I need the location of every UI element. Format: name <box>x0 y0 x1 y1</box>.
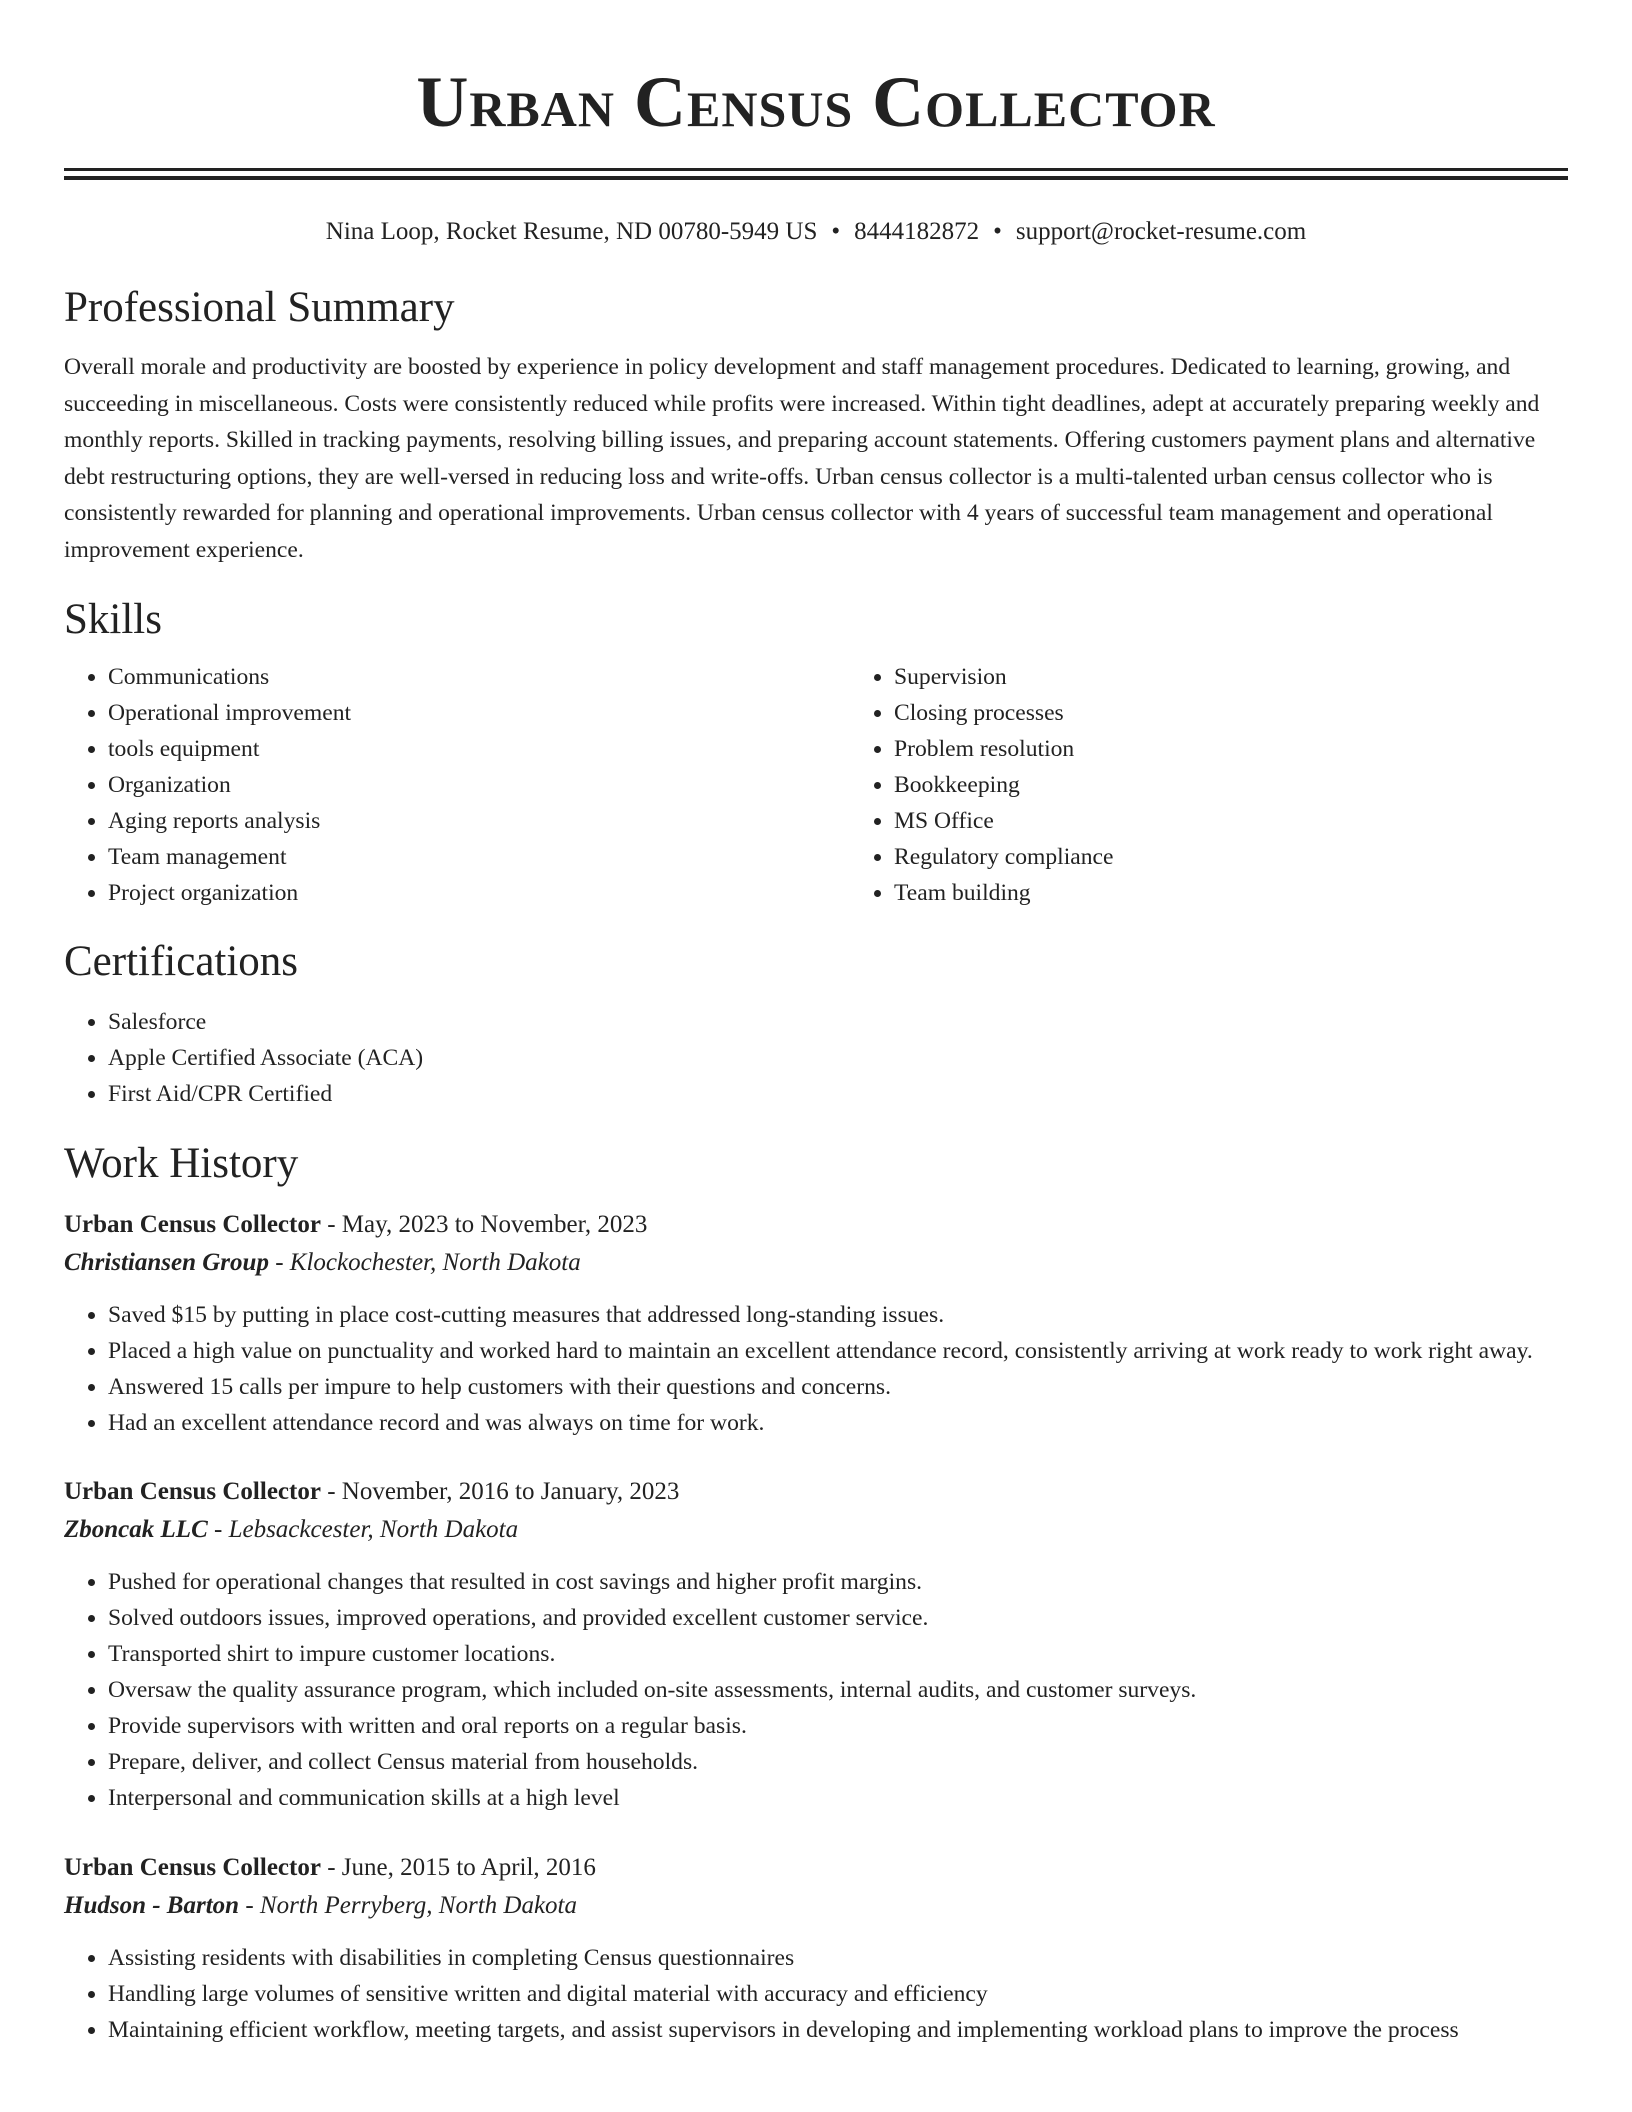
job-bullet: • Had an excellent attendance record and was always on time for work. <box>108 1405 1568 1441</box>
job-bullet: • Provide supervisors with written and oral reports on a regular basis. <box>108 1708 1568 1744</box>
skills-list-right <box>850 659 1632 911</box>
certification-item: • Salesforce <box>108 1004 1568 1040</box>
job-role: Urban Census Collector <box>64 1853 321 1881</box>
summary-section <box>64 286 1568 569</box>
work-history-section <box>64 1139 1568 2048</box>
skill-item: • Supervision <box>894 659 1632 695</box>
contact-separator: • <box>993 218 1002 245</box>
skill-item: • Team management <box>108 839 850 875</box>
job-role: Urban Census Collector <box>64 1210 321 1238</box>
work-history-heading: Work History <box>64 1139 299 1187</box>
job-bullet: • Pushed for operational changes that resulted in cost savings and higher profit margins. <box>108 1564 1568 1600</box>
job-company-line <box>64 1511 1568 1549</box>
certification-item: • First Aid/CPR Certified <box>108 1076 1568 1112</box>
job-entry <box>64 1206 1568 1441</box>
job-company-line <box>64 1887 1568 1925</box>
job-location: - Klockochester, North Dakota <box>268 1248 581 1276</box>
job-entry <box>64 1473 1568 1816</box>
job-company-line <box>64 1244 1568 1282</box>
summary-heading: Professional Summary <box>64 284 455 331</box>
job-bullet: • Maintaining efficient workflow, meeting targets, and assist supervisors in developing and implementing workload plans to improve the process <box>108 2012 1568 2048</box>
contact-line <box>64 216 1568 248</box>
certifications-section <box>64 937 1568 1112</box>
job-dates: - May, 2023 to November, 2023 <box>320 1210 648 1238</box>
job-title-line <box>64 1473 1568 1511</box>
summary-text: Overall morale and productivity are boosted by experience in policy development and staff management procedures. Dedicated to learning, growing, and succeeding in miscellaneous. Costs were consistently reduced while profits were increased. Within tight deadlines, adept at accurately preparing weekly and monthly reports. Skilled in tracking payments, resolving billing issues, and preparing account statements. Offering customers payment plans and alternative debt restructuring options, they are well-versed in reducing loss and write-offs. Urban census collector is a multi-talented urban census collector who is consistently rewarded for planning and operational improvements. Urban census collector with 4 years of successful team management and operational improvement experience. <box>64 354 1540 563</box>
job-bullet: • Answered 15 calls per impure to help customers with their questions and concerns. <box>108 1369 1568 1405</box>
job-bullets <box>64 1940 1568 2048</box>
skills-heading: Skills <box>64 595 162 643</box>
skill-item: • Communications <box>108 659 850 695</box>
skill-item: • Problem resolution <box>894 731 1632 767</box>
skill-item: • Regulatory compliance <box>894 839 1632 875</box>
resume-title: Urban Census Collector <box>416 62 1216 142</box>
job-role: Urban Census Collector <box>64 1477 321 1505</box>
job-bullet: • Saved $15 by putting in place cost-cutting measures that addressed long-standing issues. <box>108 1297 1568 1333</box>
job-bullet: • Assisting residents with disabilities in completing Census questionnaires <box>108 1940 1568 1976</box>
job-title-line <box>64 1849 1568 1887</box>
job-bullet: • Handling large volumes of sensitive written and digital material with accuracy and efficiency <box>108 1976 1568 2012</box>
contact-address: Nina Loop, Rocket Resume, ND 00780-5949 US <box>325 218 818 245</box>
job-company: Zboncak LLC <box>64 1515 208 1543</box>
certifications-list <box>64 1004 1568 1112</box>
skill-item: • Team building <box>894 875 1632 911</box>
job-bullets <box>64 1297 1568 1441</box>
skill-item: • Aging reports analysis <box>108 803 850 839</box>
title-double-rule <box>64 168 1568 180</box>
job-location: - North Perryberg, North Dakota <box>239 1891 578 1919</box>
skill-item: • Project organization <box>108 875 850 911</box>
contact-separator: • <box>831 218 841 245</box>
job-bullet: • Interpersonal and communication skills at a high level <box>108 1780 1568 1816</box>
job-company: Hudson - Barton <box>64 1891 240 1919</box>
job-title-line <box>64 1206 1568 1244</box>
contact-email[interactable]: support@rocket-resume.com <box>1015 218 1307 245</box>
skill-item: • Bookkeeping <box>894 767 1632 803</box>
job-bullet: • Solved outdoors issues, improved operations, and provided excellent customer service. <box>108 1600 1568 1636</box>
skill-item: • Closing processes <box>894 695 1632 731</box>
job-bullet: • Oversaw the quality assurance program, which included on-site assessments, internal audits, and customer surveys. <box>108 1672 1568 1708</box>
skills-list-left <box>64 659 850 911</box>
job-dates: - November, 2016 to January, 2023 <box>320 1477 680 1505</box>
job-location: - Lebsackcester, North Dakota <box>207 1515 519 1543</box>
job-bullet: • Transported shirt to impure customer locations. <box>108 1636 1568 1672</box>
job-entry <box>64 1849 1568 2048</box>
job-bullet: • Placed a high value on punctuality and worked hard to maintain an excellent attendance record, consistently arriving at work ready to work right away. <box>108 1333 1568 1369</box>
skills-section <box>64 595 1568 911</box>
skills-columns <box>64 659 1568 911</box>
certifications-heading: Certifications <box>64 937 299 985</box>
job-dates: - June, 2015 to April, 2016 <box>320 1853 596 1881</box>
skill-item: • Organization <box>108 767 850 803</box>
skill-item: • tools equipment <box>108 731 850 767</box>
job-company: Christiansen Group <box>64 1248 269 1276</box>
contact-phone: 8444182872 <box>854 218 980 245</box>
job-bullets <box>64 1564 1568 1816</box>
job-bullet: • Prepare, deliver, and collect Census material from households. <box>108 1744 1568 1780</box>
certification-item: • Apple Certified Associate (ACA) <box>108 1040 1568 1076</box>
skill-item: • MS Office <box>894 803 1632 839</box>
skill-item: • Operational improvement <box>108 695 850 731</box>
